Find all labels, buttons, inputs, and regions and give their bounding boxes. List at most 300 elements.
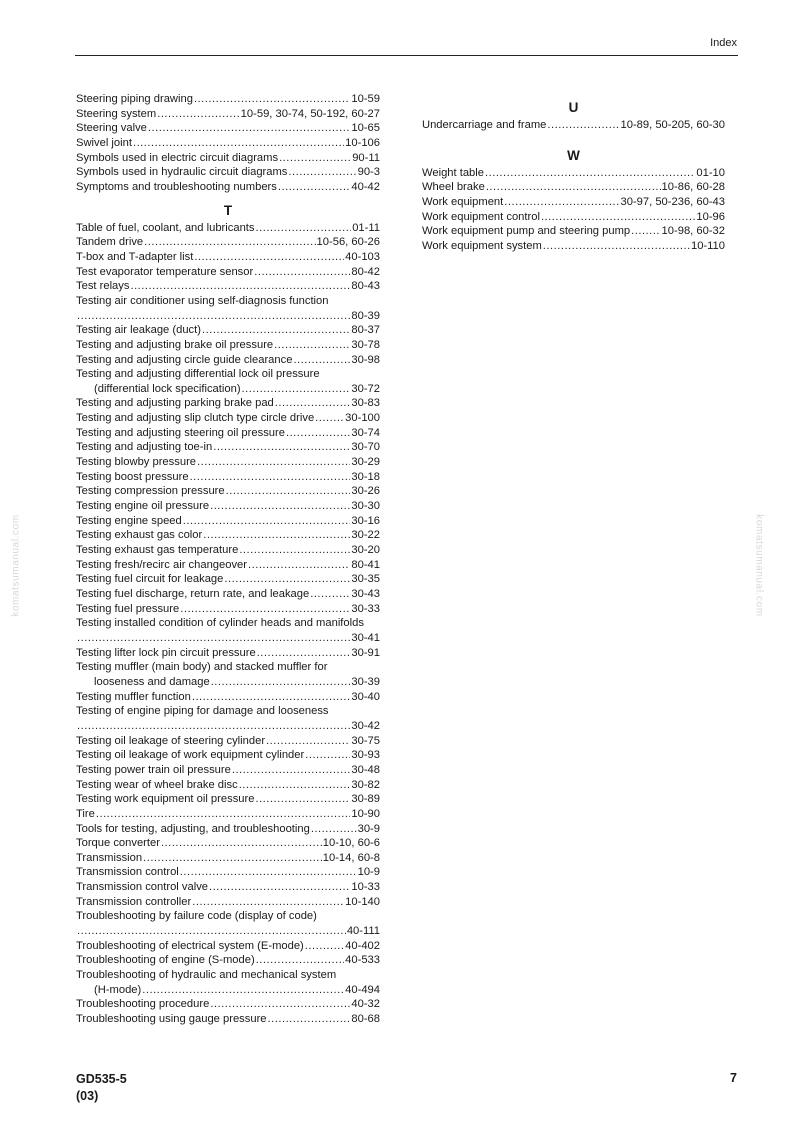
dot-leader [157, 107, 239, 122]
index-entry-line [76, 748, 380, 763]
index-entry-line [76, 528, 380, 543]
index-entry-term: Transmission control valve [76, 881, 209, 894]
index-entry-page-ref: 30-43 [351, 588, 380, 600]
index-entry-page-ref: 40-494 [345, 983, 380, 996]
index-entry-line [76, 411, 380, 426]
index-entry [422, 166, 725, 181]
index-entry-line [76, 1012, 380, 1027]
dot-leader [190, 470, 351, 485]
dot-leader [148, 121, 350, 136]
index-entry-page-ref: 10-59 [351, 93, 380, 105]
index-entry-line [76, 822, 380, 837]
index-entry [76, 939, 380, 954]
index-entry-term: Testing air leakage (duct) [76, 324, 201, 337]
dot-leader [133, 136, 344, 151]
page-number: 7 [730, 1071, 737, 1085]
index-entry-term: Testing engine oil pressure [76, 500, 210, 513]
index-entry-line [76, 543, 380, 558]
index-entry-line [76, 602, 380, 617]
index-entry-page-ref: 30-100 [345, 412, 380, 425]
index-entry-first-line: Testing muffler (main body) and stacked muffler for [76, 661, 328, 674]
index-entry-first-line: Troubleshooting of hydraulic and mechanical system [76, 969, 337, 982]
index-entry-first-line: Troubleshooting by failure code (display of code) [76, 910, 317, 923]
index-entry-line [76, 734, 380, 749]
index-entry [422, 210, 725, 225]
index-entry-line [422, 195, 725, 210]
index-entry-line [76, 396, 380, 411]
index-entry-page-ref: 30-18 [351, 470, 380, 483]
dot-leader [256, 953, 344, 968]
index-entry-line [76, 763, 380, 778]
index-entry [76, 587, 380, 602]
index-entry-line [76, 646, 380, 661]
index-entry-term: Testing exhaust gas temperature [76, 544, 239, 557]
dot-leader [226, 484, 351, 499]
page-header-title: Index [710, 37, 737, 49]
index-entry-line [76, 792, 380, 807]
index-entry-page-ref: 30-26 [351, 485, 380, 498]
dot-leader [203, 528, 350, 543]
dot-leader [305, 748, 350, 763]
index-entry [76, 499, 380, 514]
index-entry-page-ref: 30-41 [351, 631, 380, 644]
index-entry-page-ref: 30-97, 50-236, 60-43 [620, 195, 725, 208]
dot-leader [192, 690, 351, 705]
index-entry-term: Testing and adjusting slip clutch type circle drive [76, 412, 315, 425]
index-entry-term: Testing oil leakage of steering cylinder [76, 734, 266, 747]
index-entry [76, 851, 380, 866]
index-entry [76, 107, 380, 122]
index-entry-line [76, 455, 380, 470]
index-entry-page-ref: 30-22 [351, 529, 380, 542]
index-entry-page-ref: 40-533 [345, 954, 380, 967]
index-entry-page-ref: 30-83 [351, 397, 380, 410]
index-entry-line [76, 880, 380, 895]
index-entry-page-ref: 10-33 [351, 881, 380, 894]
index-entry-line [76, 136, 380, 151]
index-entry-term: Testing and adjusting steering oil pressure [76, 426, 285, 439]
index-entry-page-ref: 30-39 [351, 675, 380, 688]
index-entry-line [76, 895, 380, 910]
index-entry-term: Work equipment system [422, 239, 542, 252]
index-entry-line [422, 180, 725, 195]
index-entry [76, 748, 380, 763]
index-entry [76, 953, 380, 968]
index-entry-term: Testing boost pressure [76, 470, 189, 483]
index-entry-page-ref: 30-16 [351, 514, 380, 527]
index-entry-line [76, 279, 380, 294]
index-entry-term: Testing oil leakage of work equipment cylinder [76, 749, 305, 762]
watermark-left: komatsumanual.com [10, 514, 22, 617]
index-entry-term: Tools for testing, adjusting, and troubleshooting [76, 822, 310, 835]
index-entry-line [76, 92, 380, 107]
index-entry-line [76, 572, 380, 587]
index-entry-term: Symbols used in electric circuit diagrams [76, 151, 279, 164]
footer-edition: (03) [76, 1089, 99, 1103]
dot-leader [143, 851, 322, 866]
dot-leader [254, 265, 350, 280]
dot-leader [485, 166, 695, 181]
index-entry-line [76, 924, 380, 939]
index-entry-page-ref: 30-98 [351, 353, 380, 366]
index-entry-term: Testing compression pressure [76, 485, 225, 498]
index-entry-page-ref: 10-96 [696, 210, 725, 223]
index-entry-page-ref: 30-78 [351, 338, 380, 351]
index-entry-line [76, 250, 380, 265]
dot-leader [257, 646, 351, 661]
index-entry-term: Testing fuel discharge, return rate, and leakage [76, 588, 310, 600]
index-entry [76, 484, 380, 499]
index-entry-term: Test evaporator temperature sensor [76, 265, 254, 278]
index-entry [76, 136, 380, 151]
index-entry-page-ref: 40-111 [346, 925, 380, 938]
dot-leader [142, 983, 344, 998]
index-entry-line [76, 353, 380, 368]
footer-model-block [76, 1071, 127, 1105]
dot-leader [130, 279, 350, 294]
index-entry-term: Troubleshooting using gauge pressure [76, 1013, 267, 1026]
dot-leader [631, 224, 660, 239]
index-entry-term: Troubleshooting procedure [76, 998, 210, 1011]
header-rule [75, 55, 738, 56]
index-entry-page-ref: 30-35 [351, 573, 380, 586]
index-entry [76, 836, 380, 851]
index-entry [76, 396, 380, 411]
index-entry-line [76, 484, 380, 499]
index-entry-line [76, 235, 380, 250]
index-entry [76, 807, 380, 822]
index-entry-term: Steering piping drawing [76, 93, 193, 105]
index-entry-line [76, 719, 380, 734]
index-entry [76, 221, 380, 236]
index-entry [76, 470, 380, 485]
index-entry-term: Testing and adjusting toe-in [76, 441, 213, 454]
dot-leader [77, 924, 346, 939]
index-entry-line [76, 309, 380, 324]
index-entry-page-ref: 40-42 [351, 180, 380, 193]
dot-leader [194, 250, 344, 265]
index-entry-page-ref: 80-68 [351, 1013, 380, 1026]
index-entry-term: Testing and adjusting circle guide clearance [76, 353, 293, 366]
index-entry [76, 1012, 380, 1027]
index-entry-page-ref: 10-140 [345, 895, 380, 908]
index-entry-line [76, 382, 380, 397]
dot-leader [268, 1012, 351, 1027]
index-entry-page-ref: 10-86, 60-28 [661, 181, 725, 194]
index-entry [76, 763, 380, 778]
index-entry-term: Testing fuel pressure [76, 602, 180, 615]
index-entry-line [422, 166, 725, 181]
index-entry-term: Testing engine speed [76, 514, 182, 527]
index-entry-page-ref: 90-3 [357, 166, 380, 179]
index-entry-term: Undercarriage and frame [422, 119, 547, 131]
index-entry [422, 239, 725, 254]
dot-leader [183, 514, 351, 529]
index-entry-line [76, 558, 380, 573]
index-entry-page-ref: 30-9 [357, 822, 380, 835]
dot-leader [161, 836, 322, 851]
dot-leader [486, 180, 661, 195]
dot-leader [232, 763, 351, 778]
index-entry-line [76, 851, 380, 866]
index-entry [76, 704, 380, 733]
index-entry-page-ref: 01-11 [352, 221, 380, 234]
index-entry-line [422, 210, 725, 225]
dot-leader [311, 822, 357, 837]
index-entry-term: Symbols used in hydraulic circuit diagrams [76, 166, 288, 179]
dot-leader [278, 180, 351, 195]
index-entry-first-line: Testing installed condition of cylinder heads and manifolds [76, 617, 364, 630]
index-entry-page-ref: 30-89 [351, 793, 380, 806]
dot-leader [255, 792, 350, 807]
index-entry-page-ref: 90-11 [352, 151, 380, 164]
section-letter: T [223, 202, 233, 218]
index-entry [76, 353, 380, 368]
index-entry-line [76, 778, 380, 793]
index-entry [76, 616, 380, 645]
dot-leader [274, 338, 350, 353]
index-entry [76, 558, 380, 573]
index-entry-page-ref: 10-106 [345, 136, 380, 149]
index-entry-page-ref: 30-48 [351, 763, 380, 776]
index-entry [76, 997, 380, 1012]
index-entry-page-ref: 10-90 [351, 807, 380, 820]
index-entry-line [76, 107, 380, 122]
index-entry [76, 265, 380, 280]
index-entry-term: Wheel brake [422, 181, 485, 194]
index-entry-term: Steering system [76, 107, 157, 120]
index-entry-line [76, 514, 380, 529]
index-entry [422, 118, 725, 133]
dot-leader [275, 396, 351, 411]
index-entry-term: (H-mode) [94, 983, 142, 996]
index-entry-page-ref: 40-402 [345, 939, 380, 952]
index-column-left [76, 92, 380, 1027]
index-entry-line [76, 165, 380, 180]
index-entry-page-ref: 10-10, 60-6 [322, 837, 380, 850]
index-entry-term: Work equipment pump and steering pump [422, 225, 631, 238]
index-entry [76, 572, 380, 587]
dot-leader [210, 997, 350, 1012]
index-entry-page-ref: 30-42 [351, 719, 380, 732]
index-entry-page-ref: 80-43 [351, 280, 380, 293]
index-entry-line [76, 865, 380, 880]
index-entry-page-ref: 30-33 [351, 602, 380, 615]
index-entry-term: Testing power train oil pressure [76, 763, 231, 776]
index-entry-term: Weight table [422, 166, 484, 179]
index-entry-page-ref: 30-72 [351, 382, 380, 395]
dot-leader [180, 602, 350, 617]
index-entry-page-ref: 30-93 [351, 749, 380, 762]
index-entry [76, 455, 380, 470]
index-entry [76, 865, 380, 880]
index-entry-line [422, 239, 725, 254]
dot-leader [144, 235, 315, 250]
index-entry [76, 250, 380, 265]
dot-leader [213, 440, 350, 455]
index-entry-term: T-box and T-adapter list [76, 250, 194, 263]
index-entry-term: Work equipment control [422, 210, 540, 223]
section-letter: W [567, 147, 580, 163]
index-entry-term: Testing muffler function [76, 690, 191, 703]
index-entry-line [422, 224, 725, 239]
index-entry-line [76, 338, 380, 353]
index-entry-term: Testing blowby pressure [76, 456, 197, 469]
index-entry [76, 792, 380, 807]
index-entry-page-ref: 40-32 [351, 998, 380, 1011]
index-entry-page-ref: 40-103 [345, 250, 380, 263]
index-entry-line [76, 675, 380, 690]
index-entry-page-ref: 10-98, 60-32 [661, 225, 725, 238]
index-entry-first-line: Testing of engine piping for damage and looseness [76, 705, 329, 718]
dot-leader [248, 558, 350, 573]
index-entry-page-ref: 80-37 [351, 324, 380, 337]
index-entry-page-ref: 30-29 [351, 456, 380, 469]
index-entry-first-line: Testing air conditioner using self-diagnosis function [76, 294, 329, 307]
dot-leader [224, 572, 350, 587]
index-entry-page-ref: 10-59, 30-74, 50-192, 60-27 [240, 107, 380, 120]
index-entry [76, 235, 380, 250]
dot-leader [305, 939, 344, 954]
dot-leader [239, 778, 351, 793]
index-entry-term: Troubleshooting of engine (S-mode) [76, 954, 255, 967]
index-entry-line [76, 265, 380, 280]
index-entry-first-line: Testing and adjusting differential lock oil pressure [76, 368, 320, 381]
index-entry [76, 660, 380, 689]
dot-leader [256, 221, 352, 236]
index-entry-line [76, 690, 380, 705]
index-entry [76, 543, 380, 558]
dot-leader [194, 92, 350, 107]
index-entry-line [76, 221, 380, 236]
index-entry [76, 426, 380, 441]
index-entry-page-ref: 10-56, 60-26 [316, 236, 380, 249]
index-entry-term: Troubleshooting of electrical system (E-mode) [76, 939, 304, 952]
index-entry-page-ref: 30-30 [351, 500, 380, 513]
dot-leader [180, 865, 357, 880]
dot-leader [210, 499, 350, 514]
index-entry [76, 602, 380, 617]
index-entry [422, 180, 725, 195]
dot-leader [192, 895, 344, 910]
index-entry [76, 734, 380, 749]
dot-leader [310, 587, 350, 602]
index-entry-page-ref: 10-14, 60-8 [322, 851, 380, 864]
index-entry-term: Symptoms and troubleshooting numbers [76, 180, 277, 193]
dot-leader [211, 675, 351, 690]
index-entry [76, 165, 380, 180]
index-entry-term: Testing work equipment oil pressure [76, 793, 255, 806]
dot-leader [288, 165, 356, 180]
index-entry-page-ref: 30-82 [351, 778, 380, 791]
index-entry [76, 646, 380, 661]
index-entry [422, 195, 725, 210]
index-entry-term: Steering valve [76, 122, 147, 135]
index-entry [76, 440, 380, 455]
index-entry [76, 338, 380, 353]
index-entry-page-ref: 10-9 [357, 866, 380, 879]
index-column-right [422, 92, 725, 254]
index-entry-page-ref: 10-110 [690, 239, 725, 252]
index-entry-page-ref: 30-20 [351, 544, 380, 557]
dot-leader [96, 807, 351, 822]
dot-leader [202, 323, 350, 338]
index-entry-line [76, 939, 380, 954]
index-entry-term: Torque converter [76, 837, 160, 850]
index-entry [76, 180, 380, 195]
index-entry-line [422, 118, 725, 133]
dot-leader [242, 382, 351, 397]
dot-leader [209, 880, 350, 895]
index-entry [76, 121, 380, 136]
dot-leader [286, 426, 350, 441]
index-entry-term: Testing fuel circuit for leakage [76, 573, 224, 586]
dot-leader [77, 719, 350, 734]
index-entry-line [76, 997, 380, 1012]
index-entry [76, 895, 380, 910]
index-entry-line [76, 151, 380, 166]
dot-leader [293, 353, 350, 368]
dot-leader [504, 195, 619, 210]
index-entry [422, 224, 725, 239]
index-entry-term: Tandem drive [76, 236, 144, 249]
index-entry-line [76, 983, 380, 998]
index-entry [76, 411, 380, 426]
index-entry-line [76, 953, 380, 968]
section-letter: U [568, 100, 579, 115]
index-entry-line [76, 440, 380, 455]
index-entry-page-ref: 30-75 [351, 734, 380, 747]
index-entry-line [76, 836, 380, 851]
index-entry-term: Testing lifter lock pin circuit pressure [76, 646, 256, 659]
dot-leader [266, 734, 350, 749]
index-entry [76, 367, 380, 396]
index-entry-term: Work equipment [422, 195, 504, 208]
index-entry-term: Testing exhaust gas color [76, 529, 203, 542]
dot-leader [547, 118, 619, 133]
index-entry-term: Table of fuel, coolant, and lubricants [76, 221, 255, 234]
index-entry-page-ref: 30-74 [351, 426, 380, 439]
index-entry [76, 92, 380, 107]
section-spacer [422, 133, 725, 140]
index-entry [76, 294, 380, 323]
index-entry-page-ref: 80-42 [351, 265, 380, 278]
index-entry [76, 514, 380, 529]
index-entry-term: Testing fresh/recirc air changeover [76, 558, 247, 571]
dot-leader [543, 239, 690, 254]
index-entry-line [76, 323, 380, 338]
index-entry [76, 323, 380, 338]
index-entry-term: Test relays [76, 280, 130, 293]
watermark-right: komatsumanual.com [753, 514, 765, 617]
dot-leader [77, 631, 350, 646]
index-entry-page-ref: 30-40 [351, 690, 380, 703]
index-entry-line [76, 121, 380, 136]
index-entry [76, 528, 380, 543]
index-entry [76, 822, 380, 837]
index-entry-page-ref: 30-91 [351, 646, 380, 659]
index-entry [76, 968, 380, 997]
index-entry-term: Testing wear of wheel brake disc [76, 778, 238, 791]
index-entry [76, 690, 380, 705]
index-entry [76, 909, 380, 938]
index-entry-page-ref: 30-70 [351, 441, 380, 454]
index-entry-page-ref: 10-89, 50-205, 60-30 [620, 119, 725, 131]
index-entry-line [76, 631, 380, 646]
dot-leader [315, 411, 344, 426]
index-entry-line [76, 499, 380, 514]
index-entry [76, 778, 380, 793]
